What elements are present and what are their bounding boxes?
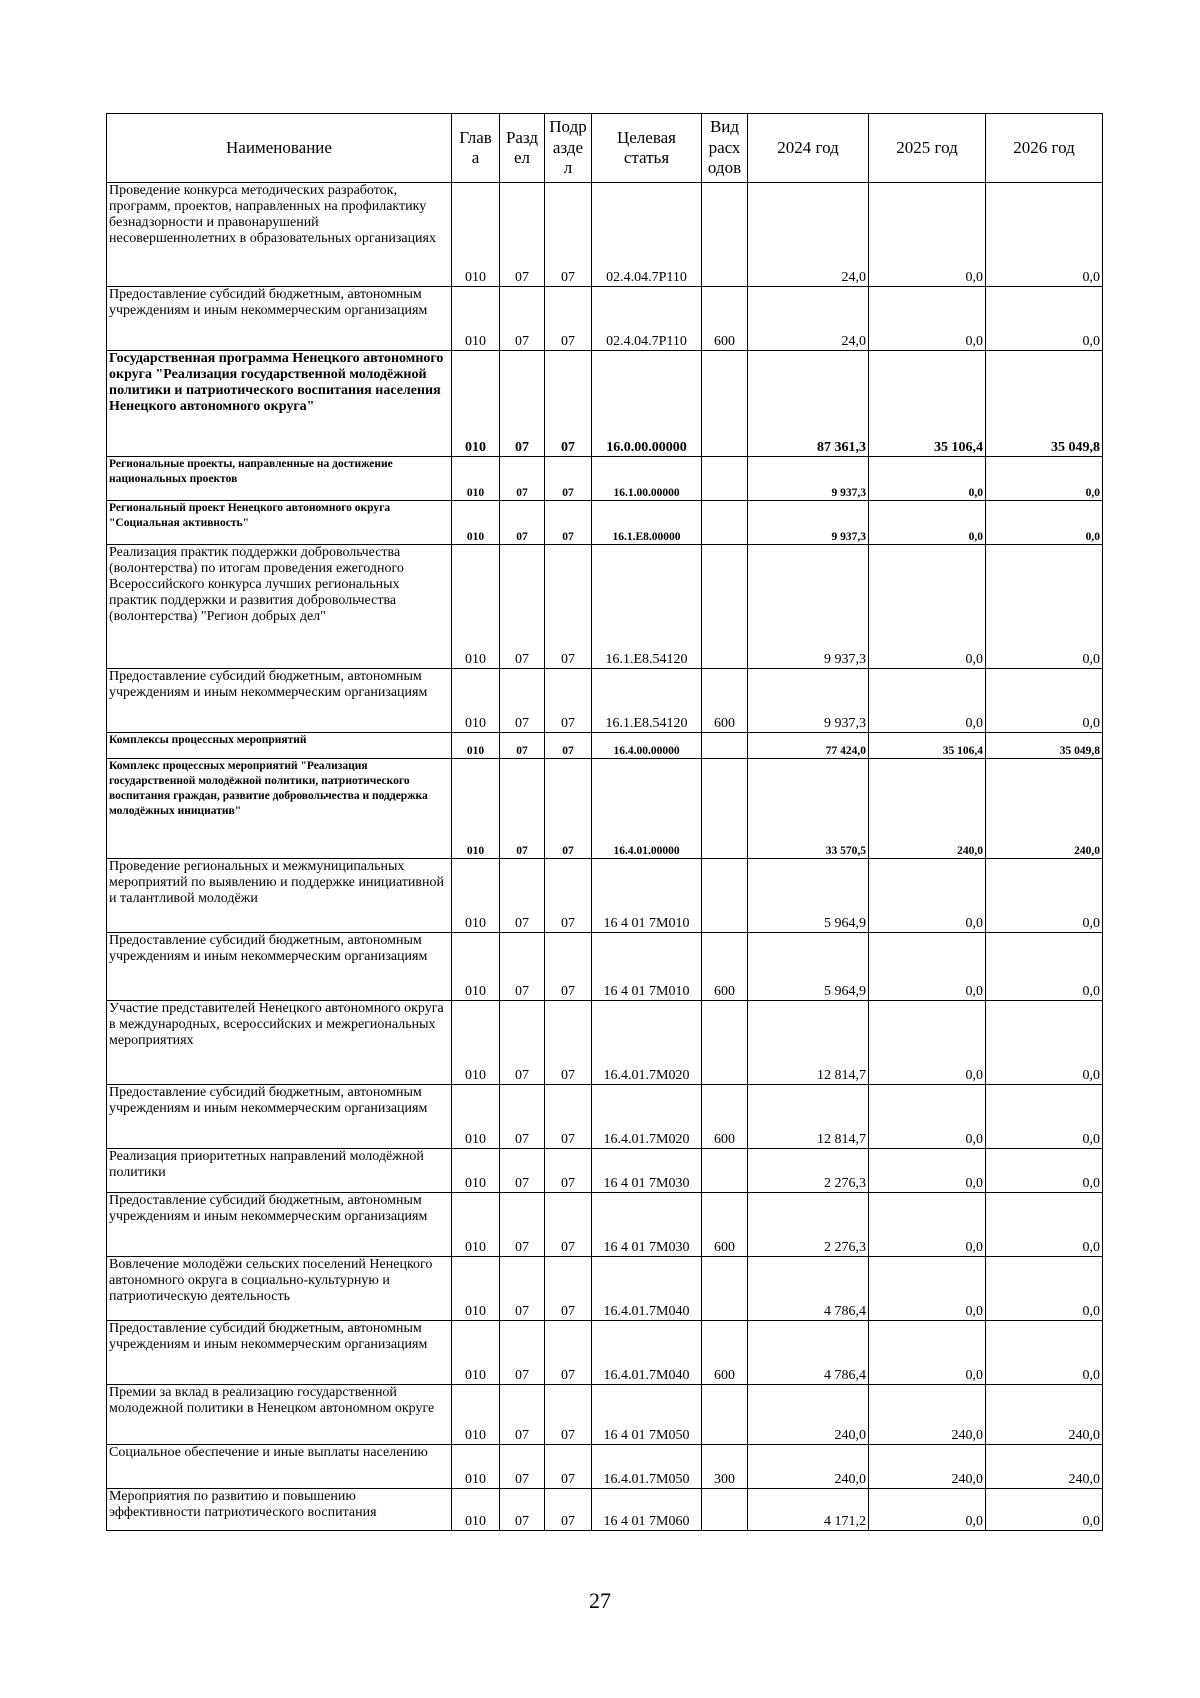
row-amount-2026: 0,0 [986,457,1103,501]
table-row [107,351,1103,457]
row-celevaya-statya: 16.4.01.7М020 [592,1085,702,1149]
row-name: Реализация практик поддержки добровольчества (волонтерства) по итогам проведения ежегодного Всероссийского конкурса лучших региональных практик поддержки и развития добровольчества (волонтерства) "Регион добрых дел" [107,545,452,669]
row-podrazdel: 07 [545,1149,592,1193]
row-name: Социальное обеспечение и иные выплаты населению [107,1445,452,1489]
row-razdel: 07 [500,351,545,457]
header-vid-rashodov: Вид расх одов [702,114,748,183]
header-2026: 2026 год [986,114,1103,183]
row-celevaya-statya: 16.1.Е8.00000 [592,501,702,545]
row-vid-rashodov [702,1257,748,1321]
row-podrazdel: 07 [545,669,592,733]
table-row [107,1193,1103,1257]
row-celevaya-statya: 16.4.01.7М050 [592,1445,702,1489]
row-name: Государственная программа Ненецкого автономного округа "Реализация государственной молодёжной политики и патриотического воспитания населения Ненецкого автономного округа" [107,351,452,457]
row-amount-2024: 5 964,9 [748,859,869,933]
row-vid-rashodov [702,1149,748,1193]
row-amount-2024: 2 276,3 [748,1149,869,1193]
table-row [107,859,1103,933]
row-podrazdel: 07 [545,1001,592,1085]
table-row [107,1149,1103,1193]
row-razdel: 07 [500,1257,545,1321]
row-glava: 010 [452,1489,500,1531]
table-row [107,1385,1103,1445]
row-amount-2024: 24,0 [748,183,869,287]
row-amount-2025: 0,0 [869,859,986,933]
table-row [107,1445,1103,1489]
row-glava: 010 [452,1149,500,1193]
row-amount-2024: 5 964,9 [748,933,869,1001]
row-razdel: 07 [500,1445,545,1489]
row-glava: 010 [452,545,500,669]
row-celevaya-statya: 16 4 01 7М050 [592,1385,702,1445]
table-row [107,545,1103,669]
row-name: Региональные проекты, направленные на достижение национальных проектов [107,457,452,501]
row-razdel: 07 [500,501,545,545]
row-razdel: 07 [500,1385,545,1445]
row-razdel: 07 [500,1001,545,1085]
header-podrazdel: Подр азде л [545,114,592,183]
row-glava: 010 [452,1385,500,1445]
row-amount-2024: 9 937,3 [748,669,869,733]
row-podrazdel: 07 [545,1445,592,1489]
row-name: Проведение региональных и межмуниципальных мероприятий по выявлению и поддержке инициативной и талантливой молодёжи [107,859,452,933]
row-podrazdel: 07 [545,759,592,859]
row-razdel: 07 [500,1193,545,1257]
row-amount-2024: 87 361,3 [748,351,869,457]
table-header-row [107,114,1103,183]
row-podrazdel: 07 [545,1257,592,1321]
row-glava: 010 [452,859,500,933]
table-row [107,933,1103,1001]
row-glava: 010 [452,733,500,759]
row-amount-2026: 240,0 [986,1385,1103,1445]
table-row [107,1489,1103,1531]
row-celevaya-statya: 16.1.Е8.54120 [592,669,702,733]
row-amount-2025: 240,0 [869,759,986,859]
table-row [107,1001,1103,1085]
row-podrazdel: 07 [545,1489,592,1531]
row-amount-2025: 0,0 [869,545,986,669]
row-glava: 010 [452,457,500,501]
row-razdel: 07 [500,1149,545,1193]
row-glava: 010 [452,183,500,287]
row-celevaya-statya: 16.4.01.7М040 [592,1257,702,1321]
row-name: Проведение конкурса методических разработок, программ, проектов, направленных на профилактику безнадзорности и правонарушений несовершеннолетних в образовательных организациях [107,183,452,287]
row-razdel: 07 [500,669,545,733]
row-name: Мероприятия по развитию и повышению эффективности патриотического воспитания [107,1489,452,1531]
row-amount-2025: 240,0 [869,1445,986,1489]
row-razdel: 07 [500,1085,545,1149]
row-name: Реализация приоритетных направлений молодёжной политики [107,1149,452,1193]
row-glava: 010 [452,1085,500,1149]
row-razdel: 07 [500,1321,545,1385]
row-amount-2024: 240,0 [748,1385,869,1445]
row-amount-2026: 0,0 [986,1085,1103,1149]
row-name: Предоставление субсидий бюджетным, автономным учреждениям и иным некоммерческим организациям [107,287,452,351]
row-glava: 010 [452,1257,500,1321]
row-vid-rashodov [702,501,748,545]
row-amount-2025: 0,0 [869,669,986,733]
row-vid-rashodov [702,183,748,287]
row-podrazdel: 07 [545,733,592,759]
row-glava: 010 [452,1193,500,1257]
row-celevaya-statya: 02.4.04.7Р110 [592,183,702,287]
row-amount-2026: 0,0 [986,1001,1103,1085]
row-amount-2024: 9 937,3 [748,501,869,545]
row-glava: 010 [452,759,500,859]
row-podrazdel: 07 [545,1321,592,1385]
row-vid-rashodov [702,1001,748,1085]
row-amount-2026: 0,0 [986,183,1103,287]
header-name: Наименование [107,114,452,183]
row-name: Вовлечение молодёжи сельских поселений Ненецкого автономного округа в социально-культурную и патриотическую деятельность [107,1257,452,1321]
row-podrazdel: 07 [545,1085,592,1149]
row-amount-2025: 0,0 [869,933,986,1001]
row-vid-rashodov: 600 [702,933,748,1001]
table-row [107,1257,1103,1321]
table-row [107,183,1103,287]
row-amount-2026: 0,0 [986,1257,1103,1321]
header-glava: Глав а [452,114,500,183]
row-amount-2026: 0,0 [986,1149,1103,1193]
row-celevaya-statya: 16 4 01 7М030 [592,1193,702,1257]
row-razdel: 07 [500,733,545,759]
row-name: Предоставление субсидий бюджетным, автономным учреждениям и иным некоммерческим организациям [107,933,452,1001]
row-amount-2026: 35 049,8 [986,351,1103,457]
row-amount-2026: 0,0 [986,1489,1103,1531]
header-celevaya-statya: Целевая статья [592,114,702,183]
row-amount-2024: 2 276,3 [748,1193,869,1257]
row-vid-rashodov: 600 [702,1085,748,1149]
row-name: Предоставление субсидий бюджетным, автономным учреждениям и иным некоммерческим организациям [107,1085,452,1149]
row-podrazdel: 07 [545,1193,592,1257]
row-celevaya-statya: 16 4 01 7М030 [592,1149,702,1193]
row-amount-2025: 0,0 [869,1149,986,1193]
row-podrazdel: 07 [545,351,592,457]
row-glava: 010 [452,501,500,545]
row-podrazdel: 07 [545,457,592,501]
row-amount-2024: 12 814,7 [748,1085,869,1149]
row-celevaya-statya: 16 4 01 7М060 [592,1489,702,1531]
row-celevaya-statya: 16.1.Е8.54120 [592,545,702,669]
row-vid-rashodov: 600 [702,287,748,351]
row-amount-2024: 77 424,0 [748,733,869,759]
row-amount-2026: 0,0 [986,1321,1103,1385]
row-amount-2025: 0,0 [869,1001,986,1085]
page-number: 27 [589,1588,611,1613]
header-razdel: Разд ел [500,114,545,183]
row-celevaya-statya: 16.0.00.00000 [592,351,702,457]
row-amount-2025: 0,0 [869,1193,986,1257]
row-glava: 010 [452,1001,500,1085]
row-vid-rashodov [702,733,748,759]
row-amount-2026: 0,0 [986,933,1103,1001]
row-name: Предоставление субсидий бюджетным, автономным учреждениям и иным некоммерческим организациям [107,1193,452,1257]
row-razdel: 07 [500,183,545,287]
row-glava: 010 [452,287,500,351]
row-name: Региональный проект Ненецкого автономного округа "Социальная активность" [107,501,452,545]
row-vid-rashodov [702,457,748,501]
row-celevaya-statya: 16.4.01.00000 [592,759,702,859]
row-amount-2025: 35 106,4 [869,351,986,457]
row-vid-rashodov [702,1385,748,1445]
row-name: Участие представителей Ненецкого автономного округа в международных, всероссийских и межрегиональных мероприятиях [107,1001,452,1085]
row-razdel: 07 [500,933,545,1001]
table-row [107,1085,1103,1149]
row-glava: 010 [452,351,500,457]
row-celevaya-statya: 16.1.00.00000 [592,457,702,501]
row-razdel: 07 [500,859,545,933]
table-row [107,733,1103,759]
row-amount-2026: 240,0 [986,1445,1103,1489]
row-amount-2026: 35 049,8 [986,733,1103,759]
row-razdel: 07 [500,287,545,351]
row-celevaya-statya: 16.4.00.00000 [592,733,702,759]
row-amount-2025: 35 106,4 [869,733,986,759]
row-podrazdel: 07 [545,545,592,669]
row-amount-2026: 0,0 [986,669,1103,733]
row-amount-2024: 4 786,4 [748,1321,869,1385]
row-amount-2024: 4 786,4 [748,1257,869,1321]
row-name: Премии за вклад в реализацию государственной молодежной политики в Ненецком автономном округе [107,1385,452,1445]
row-glava: 010 [452,669,500,733]
row-amount-2026: 240,0 [986,759,1103,859]
row-razdel: 07 [500,457,545,501]
row-amount-2024: 240,0 [748,1445,869,1489]
row-amount-2026: 0,0 [986,545,1103,669]
row-amount-2025: 0,0 [869,457,986,501]
row-podrazdel: 07 [545,501,592,545]
row-amount-2024: 4 171,2 [748,1489,869,1531]
row-amount-2025: 0,0 [869,287,986,351]
row-vid-rashodov [702,859,748,933]
table-row [107,669,1103,733]
row-vid-rashodov [702,351,748,457]
row-amount-2024: 9 937,3 [748,457,869,501]
table-row [107,759,1103,859]
row-amount-2025: 0,0 [869,1321,986,1385]
table-row [107,1321,1103,1385]
row-amount-2025: 0,0 [869,1085,986,1149]
row-vid-rashodov [702,545,748,669]
row-podrazdel: 07 [545,859,592,933]
row-razdel: 07 [500,545,545,669]
table-row [107,457,1103,501]
row-podrazdel: 07 [545,287,592,351]
row-amount-2024: 12 814,7 [748,1001,869,1085]
row-celevaya-statya: 02.4.04.7Р110 [592,287,702,351]
row-podrazdel: 07 [545,1385,592,1445]
row-name: Комплекс процессных мероприятий "Реализация государственной молодёжной политики, патриотического воспитания граждан, развитие добровольчества и поддержка молодёжных инициатив" [107,759,452,859]
row-amount-2025: 0,0 [869,1489,986,1531]
header-2024: 2024 год [748,114,869,183]
row-name: Комплексы процессных мероприятий [107,733,452,759]
row-razdel: 07 [500,759,545,859]
row-name: Предоставление субсидий бюджетным, автономным учреждениям и иным некоммерческим организациям [107,669,452,733]
row-celevaya-statya: 16.4.01.7М020 [592,1001,702,1085]
row-glava: 010 [452,1445,500,1489]
row-amount-2025: 0,0 [869,183,986,287]
row-amount-2026: 0,0 [986,287,1103,351]
row-vid-rashodov: 600 [702,669,748,733]
row-glava: 010 [452,1321,500,1385]
row-amount-2024: 33 570,5 [748,759,869,859]
row-amount-2025: 0,0 [869,501,986,545]
row-razdel: 07 [500,1489,545,1531]
row-celevaya-statya: 16 4 01 7М010 [592,933,702,1001]
row-amount-2025: 240,0 [869,1385,986,1445]
table-row [107,501,1103,545]
budget-table [106,113,1103,1531]
row-vid-rashodov: 600 [702,1321,748,1385]
row-amount-2026: 0,0 [986,859,1103,933]
row-amount-2024: 9 937,3 [748,545,869,669]
row-name: Предоставление субсидий бюджетным, автономным учреждениям и иным некоммерческим организациям [107,1321,452,1385]
row-vid-rashodov: 300 [702,1445,748,1489]
row-celevaya-statya: 16 4 01 7М010 [592,859,702,933]
row-vid-rashodov [702,759,748,859]
table-row [107,287,1103,351]
row-amount-2026: 0,0 [986,501,1103,545]
row-podrazdel: 07 [545,183,592,287]
row-celevaya-statya: 16.4.01.7М040 [592,1321,702,1385]
row-amount-2026: 0,0 [986,1193,1103,1257]
row-podrazdel: 07 [545,933,592,1001]
row-vid-rashodov [702,1489,748,1531]
row-glava: 010 [452,933,500,1001]
header-2025: 2025 год [869,114,986,183]
row-amount-2024: 24,0 [748,287,869,351]
row-vid-rashodov: 600 [702,1193,748,1257]
row-amount-2025: 0,0 [869,1257,986,1321]
